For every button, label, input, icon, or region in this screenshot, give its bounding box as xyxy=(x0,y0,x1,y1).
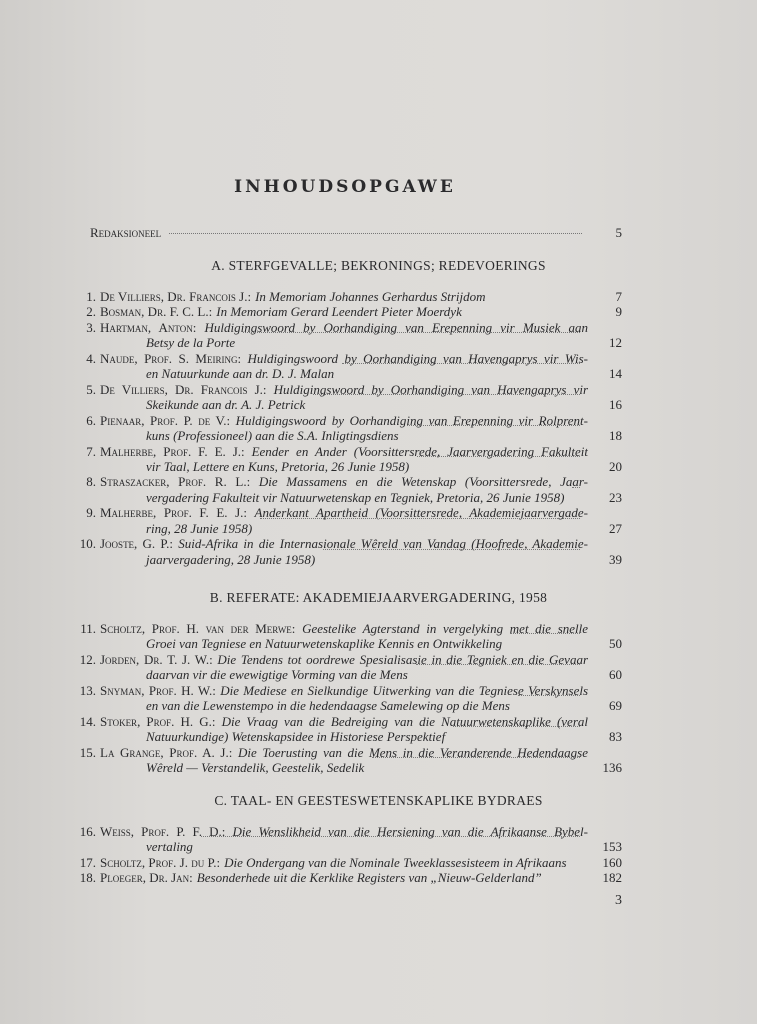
entry-page: 50 xyxy=(609,636,622,652)
entry-title-continued: vir Taal, Lettere en Kuns, Pretoria, 26 Junie 1958) xyxy=(146,458,410,474)
entry-text xyxy=(100,745,588,776)
entry-line xyxy=(100,366,588,381)
dot-leader xyxy=(518,695,580,696)
toc-entry xyxy=(78,745,622,776)
toc-entry xyxy=(78,413,622,444)
dot-leader xyxy=(342,363,580,364)
toc-entry xyxy=(78,444,622,475)
entry-page: 23 xyxy=(609,489,622,505)
toc-entry xyxy=(78,382,622,413)
entry-line xyxy=(100,521,588,536)
entry-text xyxy=(100,289,588,304)
entry-text xyxy=(100,351,588,382)
entry-title-continued: Wêreld — Verstandelik, Geestelik, Sedelik xyxy=(146,760,365,776)
entry-line xyxy=(100,490,588,505)
entry-title: Suid-Afrika in die Internasionale Wêreld van Vandag (Hoofrede, Akademie- xyxy=(178,536,588,552)
entry-number: 7. xyxy=(86,443,96,459)
entry-author: Malherbe, Prof. F. E. J.: xyxy=(100,443,245,459)
entry-line xyxy=(100,428,588,443)
entry-title-continued: vergadering Fakulteit vir Natuurwetenskap en Tegniek, Pretoria, 26 Junie 1958) xyxy=(146,489,565,505)
page-number: 3 xyxy=(615,893,622,908)
entry-author: Hartman, Anton: xyxy=(100,319,197,335)
entry-title: In Memoriam Johannes Gerhardus Strijdom xyxy=(255,289,486,304)
section-heading-a: A. STERFGEVALLE; BEKRONINGS; REDEVOERINGS xyxy=(211,258,546,273)
dot-leader xyxy=(572,487,580,488)
entry-title: Huldigingswoord by Oorhandiging van Erepenning vir Rolprent- xyxy=(235,412,588,428)
entry-author: Snyman, Prof. H. W.: xyxy=(100,682,216,698)
entry-text xyxy=(100,683,588,714)
entry-line xyxy=(100,459,588,474)
entry-number: 15. xyxy=(79,744,96,760)
entry-page: 20 xyxy=(609,458,622,474)
toc-entry xyxy=(78,289,622,304)
entry-label: Redaksioneel xyxy=(90,225,162,240)
toc-entry xyxy=(78,855,622,870)
dot-leader xyxy=(453,726,580,727)
entry-page: 9 xyxy=(615,304,622,320)
entry-title: Huldigingswoord by Oorhandiging van Havengaprys vir xyxy=(273,381,588,397)
entry-title: In Memoriam Gerard Leendert Pieter Moerdyk xyxy=(216,304,462,320)
entry-page: 160 xyxy=(602,854,622,870)
entry-text xyxy=(100,320,588,351)
entry-number: 11. xyxy=(80,621,96,636)
entry-line xyxy=(100,683,588,698)
dot-leader xyxy=(416,664,580,665)
toc-entry xyxy=(78,683,622,714)
entry-title: Die Toerusting van die Mens in die Veranderende Hedendaagse xyxy=(237,744,588,760)
entry-number: 12. xyxy=(79,651,96,667)
entry-author: Bosman, Dr. F. C. L.: xyxy=(100,304,213,320)
entry-number: 1. xyxy=(86,289,96,304)
entry-page: 27 xyxy=(609,520,622,536)
entry-author: Scholtz, Prof. J. du P.: xyxy=(100,854,221,870)
entry-number: 16. xyxy=(79,824,96,839)
entry-text xyxy=(100,474,588,505)
entry-line xyxy=(100,760,588,775)
toc-entry xyxy=(78,536,622,567)
entry-number: 18. xyxy=(79,870,96,886)
entry-line xyxy=(100,667,588,682)
entry-line xyxy=(100,304,588,319)
entry-title-continued: kuns (Professioneel) aan die S.A. Inligtingsdiens xyxy=(146,428,399,444)
section-heading-b: B. REFERATE: AKADEMIEJAARVERGADERING, 1958 xyxy=(209,590,548,605)
entry-page: 153 xyxy=(602,839,622,855)
entry-number: 4. xyxy=(86,350,96,366)
entry-number: 5. xyxy=(86,381,96,397)
toc-entry xyxy=(78,304,622,319)
entry-page: 14 xyxy=(609,366,622,382)
entry-line xyxy=(100,335,588,350)
entry-number: 17. xyxy=(79,854,96,870)
dot-leader xyxy=(169,233,582,234)
entry-title-continued: vertaling xyxy=(146,839,193,855)
entry-line xyxy=(100,636,588,651)
dot-leader xyxy=(510,633,580,634)
entry-page: 69 xyxy=(609,698,622,714)
entry-page: 83 xyxy=(609,729,622,745)
toc-entry xyxy=(78,474,622,505)
entry-number: 8. xyxy=(86,474,96,490)
entry-page: 182 xyxy=(602,870,622,886)
entry-author: Stoker, Prof. H. G.: xyxy=(100,713,216,729)
toc-entry xyxy=(78,351,622,382)
entry-text xyxy=(100,824,588,855)
entry-number: 13. xyxy=(79,682,96,698)
entry-author: Ploeger, Dr. Jan: xyxy=(100,870,193,886)
toc-entry xyxy=(78,652,622,683)
entry-title: Die Wenslikheid van die Hersiening van die Afrikaanse Bybel- xyxy=(232,824,588,839)
entry-number: 3. xyxy=(86,319,96,335)
entry-title: Die Ondergang van die Nominale Tweeklassesisteem in Afrikaans xyxy=(224,854,567,870)
entry-author: Jorden, Dr. T. J. W.: xyxy=(100,651,213,667)
entry-author: Pienaar, Prof. P. de V.: xyxy=(100,412,231,428)
entry-title-continued: en Natuurkunde aan dr. D. J. Malan xyxy=(146,366,335,382)
entry-author: Straszacker, Prof. R. L.: xyxy=(100,474,251,490)
entry-page: 60 xyxy=(609,667,622,683)
section-b-entries xyxy=(78,621,622,776)
entry-line xyxy=(100,839,588,854)
entry-text xyxy=(100,621,588,652)
entry-line xyxy=(100,855,588,870)
entry-text xyxy=(100,413,588,444)
entry-text xyxy=(100,444,588,475)
toc-entry xyxy=(78,870,622,885)
entry-title: Anderkant Apartheid (Voorsittersrede, Akademiejaarvergade- xyxy=(254,505,588,521)
entry-title: Huldigingswoord by Oorhandiging van Havengaprys vir Wis- xyxy=(247,350,588,366)
entry-line xyxy=(100,397,588,412)
entry-text xyxy=(100,382,588,413)
entry-number: 2. xyxy=(86,304,96,320)
entry-text xyxy=(100,536,588,567)
section-heading-c: C. TAAL- EN GEESTESWETENSKAPLIKE BYDRAES xyxy=(214,793,543,808)
entry-author: Malherbe, Prof. F. E. J.: xyxy=(100,505,247,521)
entry-page: 7 xyxy=(615,289,622,304)
dot-leader xyxy=(323,549,580,550)
entry-page: 16 xyxy=(609,397,622,413)
entry-text xyxy=(100,714,588,745)
entry-title-continued: Skeikunde aan dr. A. J. Petrick xyxy=(146,397,306,413)
entry-page: 5 xyxy=(615,225,622,240)
entry-page: 12 xyxy=(609,335,622,351)
entry-author: Jooste, G. P.: xyxy=(100,536,174,552)
entry-title-continued: en van die Lewenstempo in die hedendaagse Samelewing op die Mens xyxy=(146,698,510,714)
entry-text xyxy=(100,505,588,536)
entry-number: 10. xyxy=(79,536,96,552)
entry-line xyxy=(100,552,588,567)
dot-leader xyxy=(243,332,580,333)
toc-entry xyxy=(78,621,622,652)
toc-entry-redaksioneel xyxy=(90,225,622,241)
entry-text xyxy=(100,652,588,683)
entry-title-continued: Betsy de la Porte xyxy=(146,335,236,351)
entry-author: La Grange, Prof. A. J.: xyxy=(100,744,233,760)
dot-leader xyxy=(201,836,580,837)
entry-text xyxy=(100,304,588,319)
entry-author: Weiss, Prof. P. F. D.: xyxy=(100,824,226,839)
dot-leader xyxy=(417,456,580,457)
toc-entry xyxy=(78,714,622,745)
entry-title: Die Mediese en Sielkundige Uitwerking van die Tegniese Verskynsels xyxy=(220,682,588,698)
entry-title: Besonderhede uit die Kerklike Registers van „Nieuw-Gelderland” xyxy=(196,870,542,886)
entry-author: Scholtz, Prof. H. van der Merwe: xyxy=(100,621,296,636)
entry-title: Geestelike Agterstand in vergelyking met die snelle xyxy=(302,621,588,636)
dot-leader xyxy=(260,518,580,519)
section-c-entries xyxy=(78,824,622,886)
entry-text xyxy=(100,870,588,885)
entry-page: 136 xyxy=(602,760,622,776)
entry-title: Die Massamens en die Wetenskap (Voorsittersrede, Jaar- xyxy=(258,474,588,490)
toc-entry xyxy=(78,320,622,351)
entry-line xyxy=(100,474,588,489)
entry-title-continued: Groei van Tegniese en Natuurwetenskaplike Kennis en Ontwikkeling xyxy=(146,636,503,652)
entry-page: 18 xyxy=(609,428,622,444)
entry-title-continued: Natuurkundige) Wetenskapsidee in Historiese Perspektief xyxy=(146,729,446,745)
entry-title-continued: jaarvergadering, 28 Junie 1958) xyxy=(146,551,316,567)
entry-number: 6. xyxy=(86,412,96,428)
toc-entry xyxy=(78,824,622,855)
entry-number: 14. xyxy=(79,713,96,729)
dot-leader xyxy=(372,757,580,758)
dot-leader xyxy=(313,394,580,395)
entry-title: Die Vraag van die Bedreiging van die Natuurwetenskaplike (veral xyxy=(221,713,588,729)
entry-title-continued: ring, 28 Junie 1958) xyxy=(146,520,253,536)
entry-author: Naude, Prof. S. Meiring: xyxy=(100,350,242,366)
section-a-entries xyxy=(78,289,622,567)
page-title: INHOUDSOPGAWE xyxy=(234,177,456,197)
entry-line xyxy=(100,698,588,713)
entry-title: Eender en Ander (Voorsittersrede, Jaarvergadering Fakulteit xyxy=(251,443,588,459)
entry-line xyxy=(100,289,588,304)
entry-title: Die Tendens tot oordrewe Spesialisasie in die Tegniek en die Gevaar xyxy=(217,651,588,667)
entry-page: 39 xyxy=(609,551,622,567)
entry-author: De Villiers, Dr. Francois J.: xyxy=(100,381,267,397)
toc-entry xyxy=(78,505,622,536)
entry-line xyxy=(100,870,588,885)
entry-author: De Villiers, Dr. Francois J.: xyxy=(100,289,252,304)
entry-text xyxy=(100,855,588,870)
entry-line xyxy=(100,729,588,744)
entry-title: Huldigingswoord by Oorhandiging van Erepenning vir Musiek aan xyxy=(204,319,588,335)
entry-title-continued: daarvan vir die ewewigtige Vorming van die Mens xyxy=(146,667,408,683)
dot-leader xyxy=(407,425,580,426)
entry-number: 9. xyxy=(86,505,96,521)
